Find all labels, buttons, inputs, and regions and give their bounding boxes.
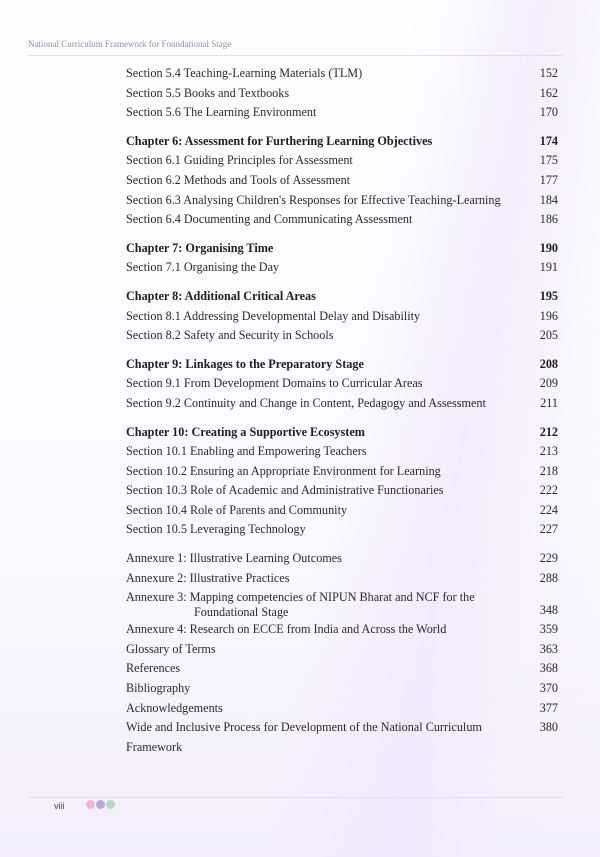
toc-entry[interactable] (126, 307, 558, 327)
toc-entry[interactable] (126, 103, 558, 123)
toc-entry[interactable] (126, 520, 558, 540)
toc-entry-title: Section 5.5 Books and Textbooks (126, 85, 290, 100)
toc-entry-page: 175 (539, 153, 558, 168)
toc-group (126, 132, 558, 230)
toc-entry-title: Section 6.3 Analysing Children's Responses for Effective Teaching-Learning (126, 192, 501, 207)
toc-entry-title: Wide and Inclusive Process for Development of the National Curriculum Framework (126, 720, 482, 754)
toc-entry-title: Section 10.4 Role of Parents and Community (126, 502, 348, 517)
toc-entry[interactable] (126, 659, 558, 679)
toc-entry-title: Section 8.1 Addressing Developmental Delay and Disability (126, 308, 421, 323)
toc-entry-title: Chapter 6: Assessment for Furthering Learning Objectives (126, 133, 433, 148)
toc-entry-title: Section 6.4 Documenting and Communicating Assessment (126, 212, 413, 227)
toc-entry-title: Section 9.1 From Development Domains to Curricular Areas (126, 376, 423, 391)
toc-entry-page: 377 (539, 700, 558, 715)
toc-group (126, 355, 558, 414)
toc-entry[interactable] (126, 374, 558, 394)
toc-group (126, 239, 558, 278)
toc-entry-title: Section 10.5 Leveraging Technology (126, 522, 306, 537)
toc-entry-title: Section 10.2 Ensuring an Appropriate Environment for Learning (126, 463, 441, 478)
page-number: viii (54, 801, 65, 811)
toc-entry-title: Section 9.2 Continuity and Change in Content, Pedagogy and Assessment (126, 395, 486, 410)
running-header: National Curriculum Framework for Foundational Stage (28, 39, 232, 49)
toc-entry[interactable] (126, 569, 558, 589)
toc-entry-title: Acknowledgements (126, 700, 223, 715)
toc-entry-page: 348 (539, 602, 558, 617)
toc-chapter-entry[interactable] (126, 239, 558, 259)
toc-entry-page: 380 (539, 720, 558, 735)
toc-entry[interactable] (126, 462, 558, 482)
toc-entry-page: 211 (540, 395, 558, 410)
toc-chapter-entry[interactable] (126, 287, 558, 307)
toc-entry-page: 174 (539, 133, 558, 148)
toc-entry-page: 227 (539, 522, 558, 537)
toc-entry[interactable] (126, 191, 558, 211)
toc-entry[interactable] (126, 620, 558, 640)
toc-entry-page: 152 (539, 66, 558, 80)
toc-entry-page: 195 (539, 288, 558, 303)
toc-entry-title: Chapter 8: Additional Critical Areas (126, 288, 316, 303)
toc-entry[interactable] (126, 549, 558, 569)
toc-entry-title: Chapter 9: Linkages to the Preparatory Stage (126, 356, 364, 371)
toc-entry-page: 288 (539, 570, 558, 585)
toc-entry-page: 212 (539, 424, 558, 439)
toc-entry-title: Glossary of Terms (126, 641, 216, 656)
toc-entry-title: Annexure 2: Illustrative Practices (126, 570, 290, 585)
toc-entry-title: Section 6.1 Guiding Principles for Assessment (126, 153, 353, 168)
toc-entry-page: 222 (539, 483, 558, 498)
toc-entry-page: 213 (539, 444, 558, 459)
toc-entry[interactable] (126, 258, 558, 278)
toc-group (126, 287, 558, 346)
toc-entry-page: 209 (539, 376, 558, 391)
toc-entry[interactable] (126, 718, 558, 757)
toc-entry[interactable] (126, 679, 558, 699)
toc-entry-page: 368 (539, 661, 558, 676)
toc-entry-title: Bibliography (126, 681, 191, 696)
toc-entry-title: Chapter 7: Organising Time (126, 240, 274, 255)
toc-group (126, 64, 558, 123)
toc-entry-title: Chapter 10: Creating a Supportive Ecosystem (126, 424, 365, 439)
toc-entry-title: Annexure 4: Research on ECCE from India and Across the World (126, 622, 447, 637)
toc-entry-page: 184 (539, 192, 558, 207)
toc-entry[interactable] (126, 151, 558, 171)
toc-entry[interactable] (126, 210, 558, 230)
toc-entry[interactable] (126, 640, 558, 660)
toc-entry[interactable] (126, 64, 558, 84)
toc-entry-page: 224 (539, 502, 558, 517)
toc-entry-page: 162 (539, 85, 558, 100)
toc-entry-title: References (126, 661, 181, 676)
toc-entry-page: 205 (539, 328, 558, 343)
toc-entry-page: 186 (539, 212, 558, 227)
toc-entry-page: 177 (539, 172, 558, 187)
toc-entry-title: Section 10.3 Role of Academic and Administrative Functionaries (126, 483, 444, 498)
toc-entry-title: Section 7.1 Organising the Day (126, 260, 280, 275)
toc-entry[interactable] (126, 394, 558, 414)
toc-group (126, 423, 558, 541)
toc-entry[interactable] (126, 84, 558, 104)
toc-entry[interactable] (126, 326, 558, 346)
toc-entry-title: Section 10.1 Enabling and Empowering Teachers (126, 444, 367, 459)
toc-entry-title: Section 5.4 Teaching-Learning Materials (TLM) (126, 66, 363, 80)
ornament-dot-icon (86, 800, 95, 809)
toc-entry-page: 218 (539, 463, 558, 478)
toc-entry-page: 370 (539, 681, 558, 696)
toc-entry-title: Annexure 3: Mapping competencies of NIPUN Bharat and NCF for the Foundational Stage (126, 590, 475, 620)
toc-entry[interactable] (126, 699, 558, 719)
toc-entry-page: 359 (539, 622, 558, 637)
header-divider (28, 55, 563, 56)
footer-divider (28, 797, 563, 798)
toc-entry[interactable] (126, 442, 558, 462)
toc-entry[interactable] (126, 481, 558, 501)
table-of-contents (126, 64, 558, 757)
toc-chapter-entry[interactable] (126, 423, 558, 443)
ornament-dot-icon (106, 800, 115, 809)
toc-chapter-entry[interactable] (126, 132, 558, 152)
footer-ornament (86, 800, 115, 809)
toc-entry-title: Section 6.2 Methods and Tools of Assessment (126, 172, 351, 187)
toc-entry-page: 196 (539, 308, 558, 323)
toc-entry-title: Section 8.2 Safety and Security in Schools (126, 328, 334, 343)
toc-group (126, 549, 558, 757)
toc-entry-page: 229 (539, 551, 558, 566)
toc-entry-title: Section 5.6 The Learning Environment (126, 105, 317, 120)
toc-entry-page: 170 (539, 105, 558, 120)
toc-chapter-entry[interactable] (126, 355, 558, 375)
toc-entry-page: 191 (539, 260, 558, 275)
toc-entry-page: 208 (539, 356, 558, 371)
toc-entry[interactable] (126, 171, 558, 191)
toc-entry-title: Annexure 1: Illustrative Learning Outcomes (126, 551, 342, 566)
toc-entry-page: 363 (539, 641, 558, 656)
toc-entry[interactable] (126, 501, 558, 521)
toc-entry-page: 190 (539, 240, 558, 255)
toc-entry[interactable] (126, 588, 558, 620)
ornament-dot-icon (96, 800, 105, 809)
